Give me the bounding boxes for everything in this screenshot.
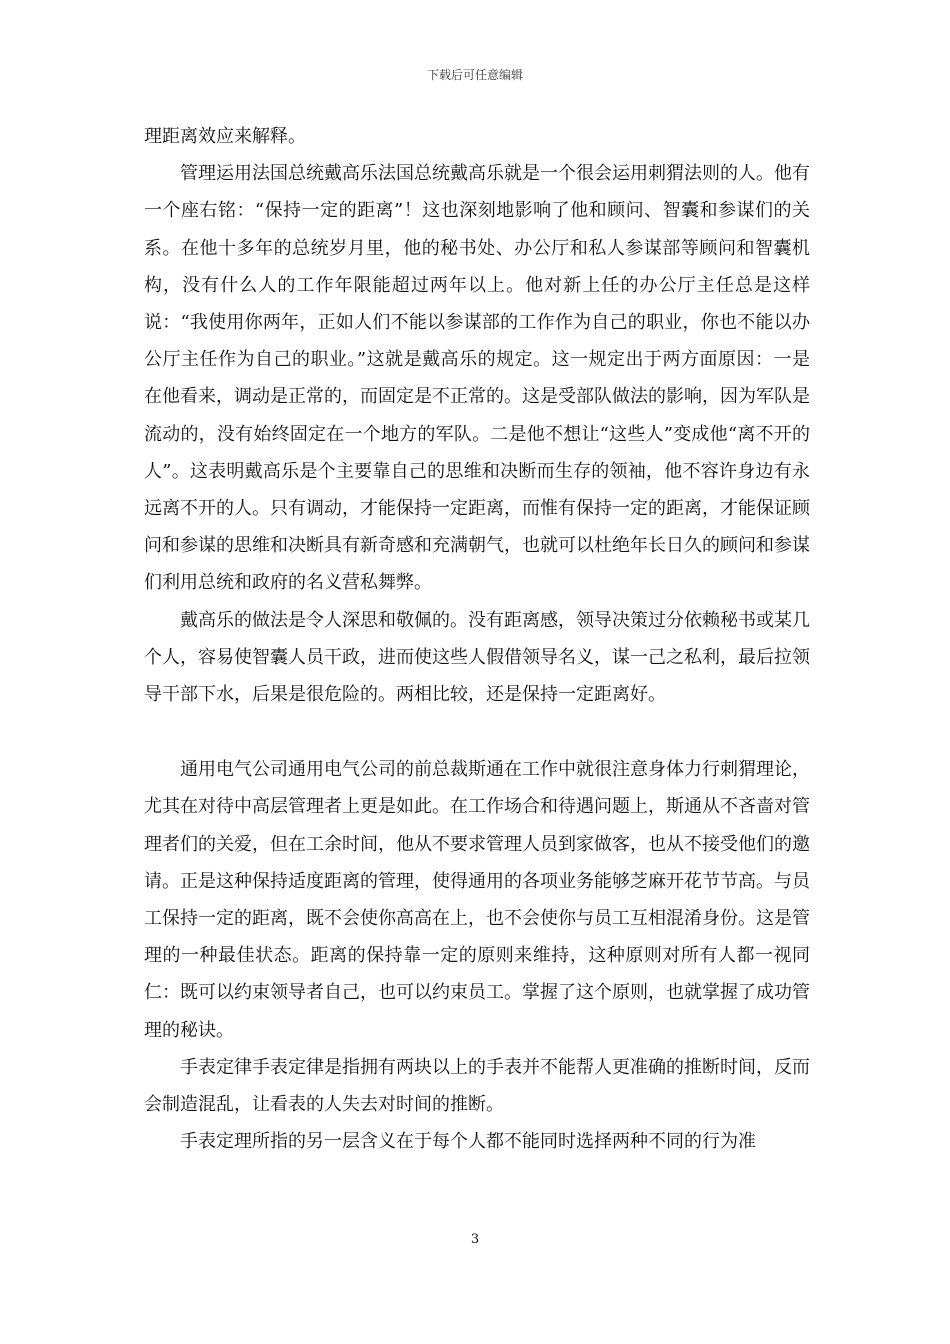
page-header: 下载后可任意编辑 xyxy=(426,68,523,82)
paragraph-watch-law-meaning: 手表定理所指的另一层含义在于每个人都不能同时选择两种不同的行为准 xyxy=(180,1131,756,1153)
paragraph-gap xyxy=(144,713,810,751)
page-number: 3 xyxy=(470,1232,480,1247)
paragraph-continuation: 理距离效应来解释。 xyxy=(144,126,306,147)
paragraph-general-electric: 通用电气公司通用电气公司的前总裁斯通在工作中就很注意身体力行刺猬理论，尤其在对待中高层管理者上更是如此。在工作场合和待遇问题上，斯通从不吝啬对管理者们的关爱，但在工余时间，他从不要求管理人员到家做客，也从不接受他们的邀请。正是这种保持适度距离的管理，使得通用的各项业务能够芝麻开花节节高。与员工保持一定的距离，既不会使你高高在上，也不会使你与员工互相混淆身份。这是管理的一种最佳状态。距离的保持靠一定的原则来维持，这种原则对所有人都一视同仁：既可以约束领导者自己，也可以约束员工。掌握了这个原则，也就掌握了成功管理的秘诀。 xyxy=(144,759,810,1041)
paragraph-de-gaulle: 管理运用法国总统戴高乐法国总统戴高乐就是一个很会运用刺猬法则的人。他有一个座右铭：“保持一定的距离”！这也深刻地影响了他和顾问、智囊和参谋们的关系。在他十多年的总统岁月里，他的秘书处、办公厅和私人参谋部等顾问和智囊机构，没有什么人的工作年限能超过两年以上。他对新上任的办公厅主任总是这样说：“我使用你两年，正如人们不能以参谋部的工作作为自己的职业，你也不能以办公厅主任作为自己的职业。”这就是戴高乐的规定。这一规定出于两方面原因：一是在他看来，调动是正常的，而固定是不正常的。这是受部队做法的影响，因为军队是流动的，没有始终固定在一个地方的军队。二是他不想让“这些人”变成他“离不开的人”。这表明戴高乐是个主要靠自己的思维和决断而生存的领袖，他不容许身边有永远离不开的人。只有调动，才能保持一定距离，而惟有保持一定的距离，才能保证顾问和参谋的思维和决断具有新奇感和充满朝气，也就可以杜绝年长日久的顾问和参谋们利用总统和政府的名义营私舞弊。 xyxy=(144,163,810,594)
paragraph-de-gaulle-comment: 戴高乐的做法是令人深思和敬佩的。没有距离感，领导决策过分依赖秘书或某几个人，容易使智囊人员干政，进而使这些人假借领导名义，谋一己之私利，最后拉领导干部下水，后果是很危险的。两相比较，还是保持一定距离好。 xyxy=(144,609,810,706)
paragraph-watch-law: 手表定律手表定律是指拥有两块以上的手表并不能帮人更准确的推断时间，反而会制造混乱，让看表的人失去对时间的推断。 xyxy=(144,1056,810,1116)
document-body xyxy=(144,118,810,1160)
